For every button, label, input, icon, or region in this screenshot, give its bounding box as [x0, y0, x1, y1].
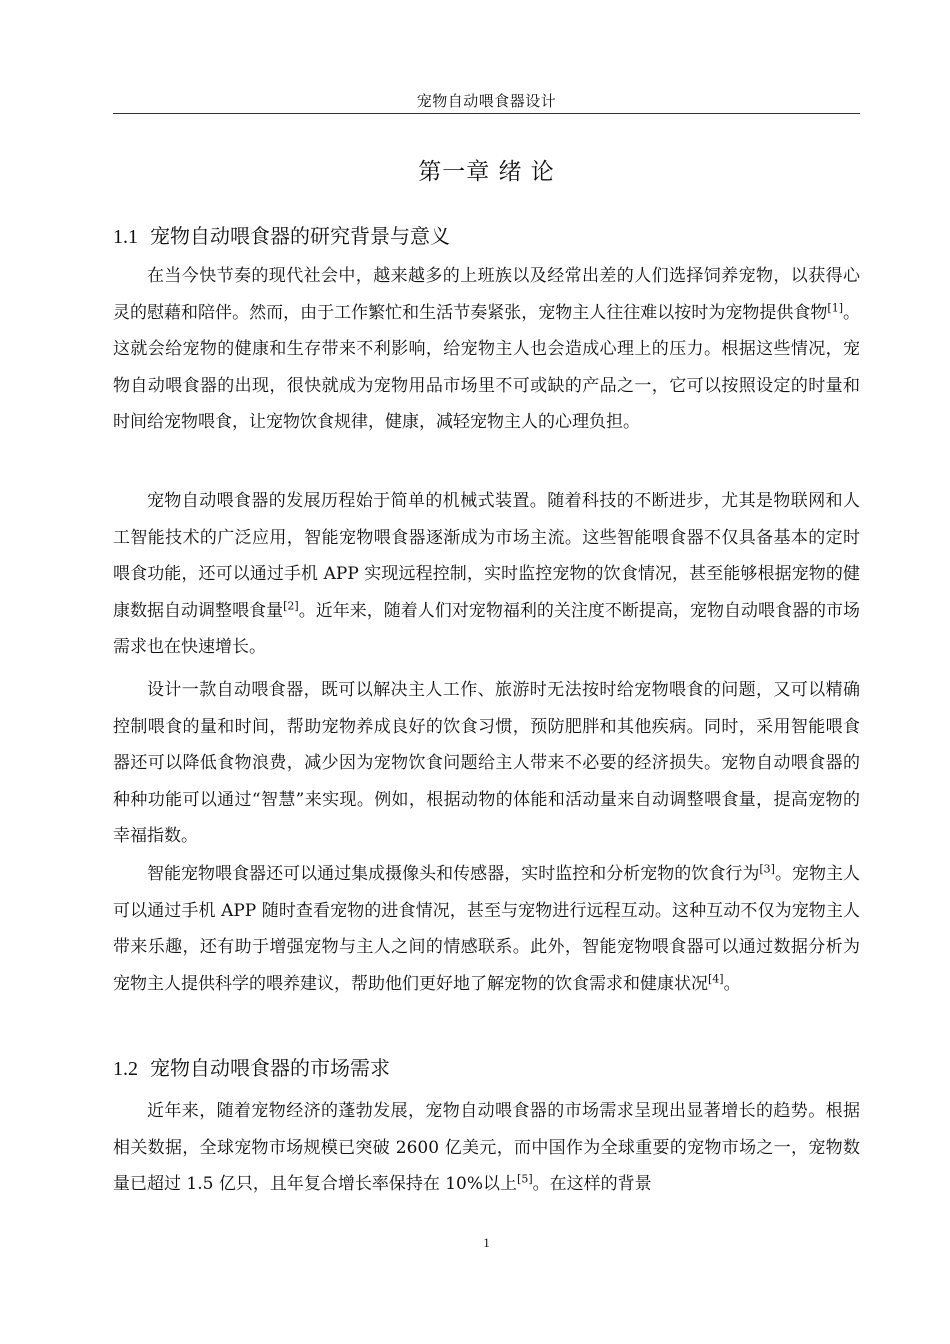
citation-ref: [1]: [827, 300, 843, 314]
paragraph: 在当今快节奏的现代社会中，越来越多的上班族以及经常出差的人们选择饲养宠物，以获得心灵的慰藉和陪伴。然而，由于工作繁忙和生活节奏紧张，宠物主人往往难以按时为宠物提供食物[1]。这就会给宠物的健康和生存带来不利影响，给宠物主人也会造成心理上的压力。根据这些情况，宠物自动喂食器的出现，很快就成为宠物用品市场里不可或缺的产品之一，它可以按照设定的时量和时间给宠物喂食，让宠物饮食规律，健康，减轻宠物主人的心理负担。: [113, 266, 861, 432]
section-number: 1.1: [113, 226, 138, 248]
header-rule: [113, 113, 860, 114]
citation-ref: [2]: [283, 598, 299, 612]
citation-ref: [5]: [517, 1172, 533, 1186]
paragraph: 近年来，随着宠物经济的蓬勃发展，宠物自动喂食器的市场需求呈现出显著增长的趋势。根据相关数据，全球宠物市场规模已突破 2600 亿美元，而中国作为全球重要的宠物市场之一，宠物数量已超过 1.5 亿只，且年复合增长率保持在 10%以上[5]。在这样的背景: [113, 1101, 860, 1194]
paragraph: 设计一款自动喂食器，既可以解决主人工作、旅游时无法按时给宠物喂食的问题，又可以精确控制喂食的量和时间，帮助宠物养成良好的饮食习惯，预防肥胖和其他疾病。同时，采用智能喂食器还可以降低食物浪费，减少因为宠物饮食问题给主人带来不必要的经济损失。宠物自动喂食器的种种功能可以通过“智慧”来实现。例如，根据动物的体能和活动量来自动调整喂食量，提高宠物的幸福指数。: [113, 680, 860, 846]
section-heading-1-1: [113, 221, 860, 252]
section-number: 1.2: [113, 1058, 138, 1080]
running-header: 宠物自动喂食器设计: [416, 92, 557, 110]
citation-ref: [4]: [708, 971, 724, 985]
section-heading-1-2: [113, 1053, 860, 1084]
page-number: 1: [483, 1235, 490, 1250]
section-title: 宠物自动喂食器的市场需求: [150, 1056, 390, 1080]
citation-ref: [3]: [759, 862, 775, 876]
section-title: 宠物自动喂食器的研究背景与意义: [150, 224, 450, 248]
paragraph: 宠物自动喂食器的发展历程始于简单的机械式装置。随着科技的不断进步，尤其是物联网和人工智能技术的广泛应用，智能宠物喂食器逐渐成为市场主流。这些智能喂食器不仅具备基本的定时喂食功能，还可以通过手机 APP 实现远程控制，实时监控宠物的饮食情况，甚至能够根据宠物的健康数据自动调整喂食量[2]。近年来，随着人们对宠物福利的关注度不断提高，宠物自动喂食器的市场需求也在快速增长。: [113, 491, 861, 657]
paragraph: 智能宠物喂食器还可以通过集成摄像头和传感器，实时监控和分析宠物的饮食行为[3]。宠物主人可以通过手机 APP 随时查看宠物的进食情况，甚至与宠物进行远程互动。这种互动不仅为宠物主人带来乐趣，还有助于增强宠物与主人之间的情感联系。此外，智能宠物喂食器可以通过数据分析为宠物主人提供科学的喂养建议，帮助他们更好地了解宠物的饮食需求和健康状况[4]。: [113, 862, 861, 994]
chapter-title: 第一章 绪 论: [418, 159, 555, 185]
